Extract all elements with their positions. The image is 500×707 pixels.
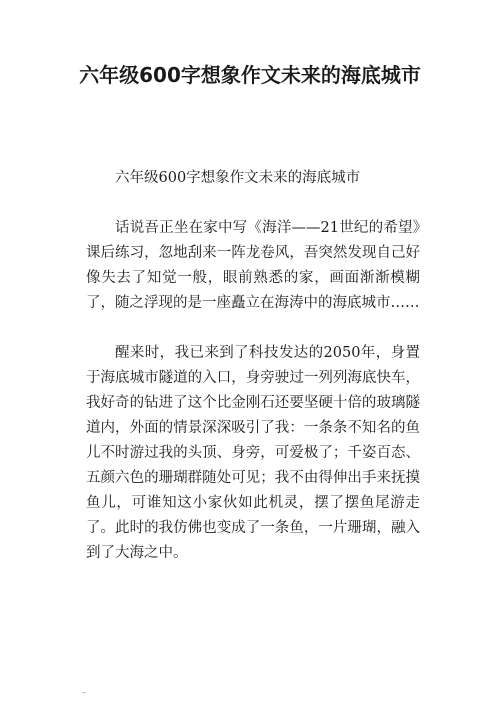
body-paragraph: 话说吾正坐在家中写《海洋——21世纪的希望》课后练习，忽地刮来一阵龙卷风，吾突然发现自己好像失去了知觉一般，眼前熟悉的家，画面渐渐模糊了，随之浮现的是一座矗立在海涛中的海底城市…… bbox=[86, 220, 420, 311]
body-subtitle: 六年级600字想象作文未来的海底城市 bbox=[115, 170, 361, 186]
document-body bbox=[86, 166, 420, 591]
document-title: 六年级600字想象作文未来的海底城市 bbox=[79, 63, 421, 87]
body-paragraph: 醒来时，我已来到了科技发达的2050年，身置于海底城市隧道的入口，身旁驶过一列列海底快车，我好奇的钻进了这个比金刚石还要坚硬十倍的玻璃隧道内，外面的情景深深吸引了我：一条条不知名的鱼儿不时游过我的头顶、身旁，可爱极了；千姿百态、五颜六色的珊瑚群随处可见；我不由得伸出手来抚摸鱼儿，可谁知这小家伙如此机灵，摆了摆鱼尾游走了。此时的我仿佛也变成了一条鱼，一片珊瑚，融入到了大海之中。 bbox=[86, 345, 420, 561]
page-corner-mark bbox=[82, 692, 86, 693]
